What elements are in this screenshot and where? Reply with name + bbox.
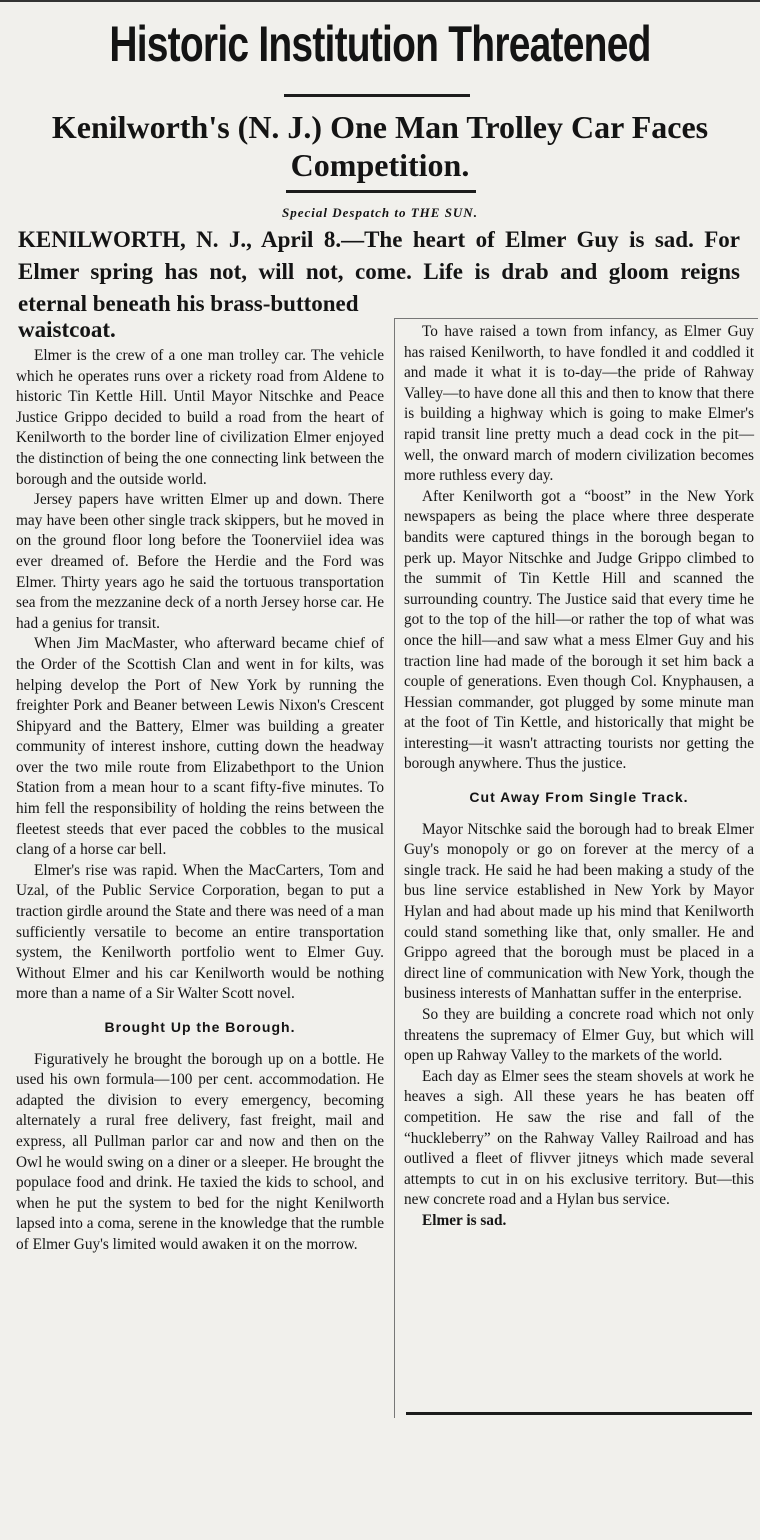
closing-line: Elmer is sad.	[422, 1211, 507, 1229]
subheading: Cut Away From Single Track.	[469, 789, 689, 806]
paragraph: So they are building a concrete road which not only threatens the supremacy of Elmer Guy, but which will open up Rahway Valley to the markets of the world.	[404, 1006, 754, 1065]
paragraph: Elmer is the crew of a one man trolley car. The vehicle which he operates runs over a rickety road from Aldene to historic Tin Kettle Hill. Until Mayor Nitschke and Peace Justice Grippo decided to build a road from the heart of Kenilworth to the border line of civilization Elmer enjoyed the distinction of being the one connecting link between the borough and the outside world.	[16, 347, 384, 488]
lede-paragraph: KENILWORTH, N. J., April 8.—The heart of Elmer Guy is sad. For Elmer spring has not, will not, come. Life is drab and gloom reigns eternal beneath his brass-buttoned	[18, 227, 740, 316]
paragraph: Figuratively he brought the borough up on a bottle. He used his own formula—100 per cent. accommodation. He adapted the division to every emergency, becoming alternately a rural free delivery, fast freight, mail and express, all Pullman parlor car and now and then on the Owl he would swing on a diner or a sleeper. He brought the populace food and drink. He taxied the kids to school, and when he put the system to bed for the night Kenilworth lapsed into a coma, serene in the knowledge that the rumble of Elmer Guy's limited would awaken it on the morrow.	[16, 1050, 384, 1253]
column-divider	[394, 318, 395, 1418]
headline-rule	[284, 94, 470, 97]
lede-tail: waistcoat.	[18, 317, 116, 342]
deck-subheadline: Kenilworth's (N. J.) One Man Trolley Car Faces Competition.	[51, 109, 709, 183]
paragraph: Jersey papers have written Elmer up and down. There may have been other single track skippers, but he moved in on the ground floor long before the Toonerviiel idea was ever dreamed of. Before the Herdie and the Ford was Elmer. Thirty years ago he said the tortuous transportation sea from the mezzanine deck of a north Jersey horse car. He had a genius for transit.	[16, 491, 384, 632]
right-column-top-rule	[394, 318, 758, 319]
paragraph: When Jim MacMaster, who afterward became chief of the Order of the Scottish Clan and went in for kilts, was helping develop the Port of New York by running the freighter Pork and Beaner between Lewis Nixon's Crescent Shipyard and the Battery, Elmer was building a greater community of interest inshore, cutting down the headway over the two mile route from Elizabethport to the Union Station from a mean hour to a scant fifty-five minutes. To him fell the responsibility of holding the reins between the fleetest steeds that ever paced the cobbles to the musical clang of a horse car bell.	[16, 635, 384, 859]
headline: Historic Institution Threatened	[109, 16, 651, 72]
paragraph: Each day as Elmer sees the steam shovels at work he heaves a sigh. All these years he has beaten off competition. He saw the rise and fall of the “huckleberry” on the Rahway Valley Railroad and has outlived a fleet of flivver jitneys which made several attempts to cut in on his exclusive territory. But—this new concrete road and a Hylan bus service.	[404, 1067, 754, 1209]
top-border	[0, 0, 760, 2]
paragraph: Mayor Nitschke said the borough had to break Elmer Guy's monopoly or go on forever at the mercy of a single track. He said he had been making a study of the bus line service established in New York by Mayor Hylan and had about made up his mind that Kenilworth could stand something like that, only smaller. He and Grippo agreed that the borough must be placed in a direct line of communication with New York, though the business interests of Manhattan suffer in the enterprise.	[404, 820, 754, 1003]
paragraph: After Kenilworth got a “boost” in the New York newspapers as being the place where three desperate bandits were captured things in the borough began to perk up. Mayor Nitschke and Judge Grippo climbed to the summit of Tin Kettle Hill and scanned the surrounding country. The Justice said that every time he got to the top of the hill—or rather the top of what was once the hill—and saw what a mess Elmer Guy and his traction line had made of the borough it set him back a couple of generations. Even though Col. Knyphausen, a Hessian commander, got plugged by some minute man at the foot of Tin Kettle, and historically that might be interesting—it wasn't attracting tourists nor getting the borough anywhere. Thus the justice.	[404, 487, 754, 773]
paragraph: Elmer's rise was rapid. When the MacCarters, Tom and Uzal, of the Public Service Corporation, began to put a traction girdle around the State and there was need of a man sufficiently versatile to become an entire transportation system, the Kenilworth portfolio went to Elmer Guy. Without Elmer and his car Kenilworth would be nothing more than a name of a Sir Walter Scott novel.	[16, 861, 384, 1003]
left-column	[16, 346, 384, 1256]
paragraph: To have raised a town from infancy, as Elmer Guy has raised Kenilworth, to have fondled it and coddled it and made it what it is to-day—the pride of Rahway Valley—to have done all this and then to know that there is building a highway which is going to make Elmer's rapid transit line pretty much a dead cock in the pit—well, the onward march of modern civilization becomes more ruthless every day.	[404, 323, 754, 485]
deck-rule	[286, 190, 476, 193]
dateline: Special Despatch to THE SUN.	[282, 205, 478, 220]
right-column	[404, 322, 754, 1232]
subheading: Brought Up the Borough.	[104, 1019, 296, 1035]
end-rule	[406, 1412, 752, 1415]
